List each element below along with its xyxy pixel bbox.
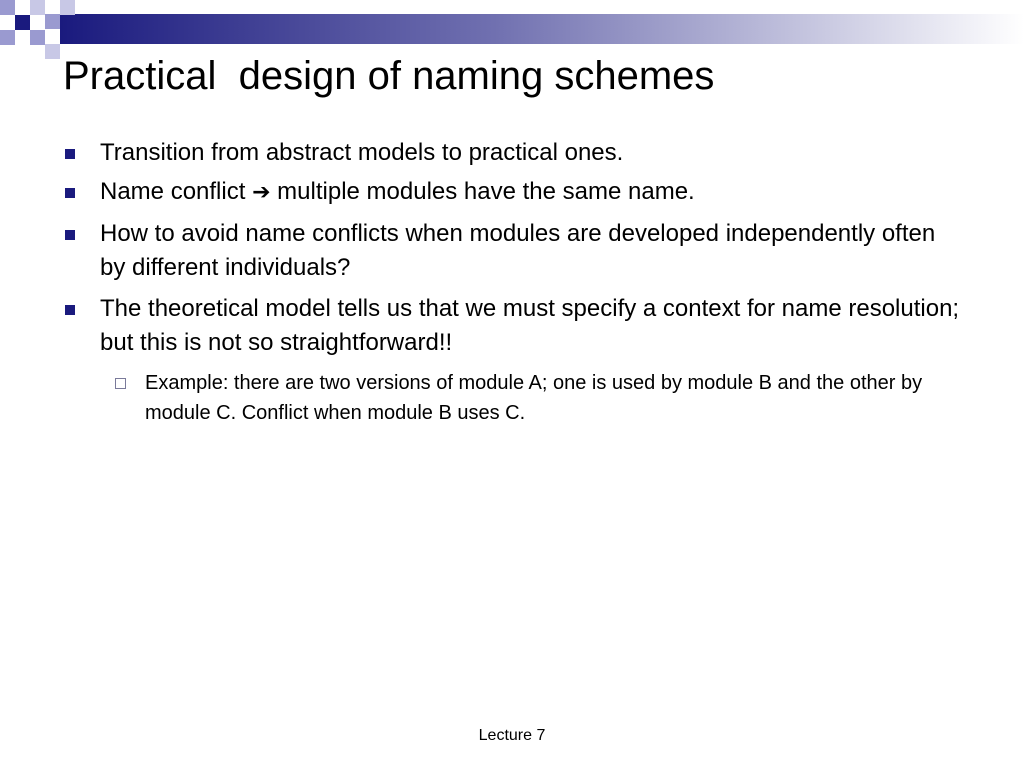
sub-bullet-item [145, 368, 975, 428]
slide-title: Practical design of naming schemes [63, 54, 715, 98]
square-bullet-icon [65, 230, 75, 240]
bullet-text: How to avoid name conflicts when modules are developed independently often by different individuals? [100, 220, 936, 281]
sub-bullet-text: Example: there are two versions of module A; one is used by module B and the other by module C. Conflict when module B uses C. [145, 372, 923, 424]
header-gradient-bar [60, 14, 1024, 44]
bullet-item [100, 175, 960, 210]
square-bullet-icon [65, 188, 75, 198]
bullet-item [100, 292, 960, 360]
bullet-item [100, 217, 960, 285]
bullet-item [100, 136, 960, 170]
slide-footer: Lecture 7 [478, 727, 546, 744]
right-arrow-icon: ➔ [252, 180, 271, 205]
square-bullet-icon [65, 149, 75, 159]
bullet-text: Name conflict [100, 178, 253, 205]
bullet-text: multiple modules have the same name. [270, 178, 695, 205]
square-bullet-icon [65, 305, 75, 315]
bullet-text: Transition from abstract models to practical ones. [100, 139, 624, 166]
bullet-text: The theoretical model tells us that we must specify a context for name resolution; but this is not so straightforward!! [100, 295, 960, 356]
hollow-square-bullet-icon [115, 378, 126, 389]
